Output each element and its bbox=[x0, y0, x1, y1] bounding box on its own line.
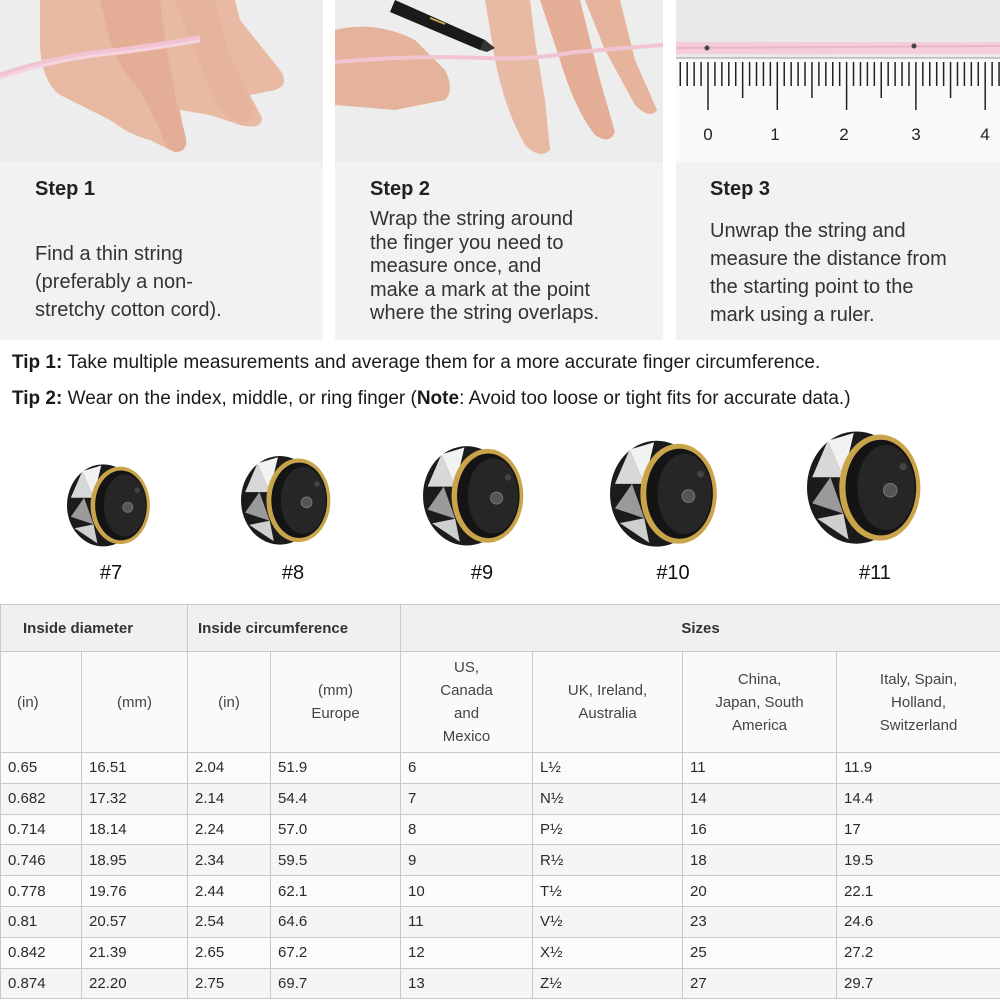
ring-label-9: #9 bbox=[470, 562, 494, 584]
tip-2-label: Tip 2: bbox=[12, 388, 63, 409]
cell-circ-in: 2.34 bbox=[188, 845, 271, 876]
cell-china: 18 bbox=[683, 845, 837, 876]
cell-italy: 19.5 bbox=[837, 845, 1000, 876]
cell-diam-mm: 17.32 bbox=[82, 783, 188, 814]
cell-italy: 17 bbox=[837, 814, 1000, 845]
cell-diam-mm: 19.76 bbox=[82, 876, 188, 907]
cell-uk bbox=[533, 937, 683, 968]
step-2-heading: Step 2 bbox=[370, 178, 431, 200]
cell-italy: 29.7 bbox=[837, 968, 1000, 999]
table-row bbox=[1, 845, 1000, 876]
ruler-number-4: 4 bbox=[980, 125, 990, 144]
tip-1-label: Tip 1: bbox=[12, 352, 63, 373]
cell-china: 20 bbox=[683, 876, 837, 907]
cell-italy: 22.1 bbox=[837, 876, 1000, 907]
cell-diam-mm: 18.95 bbox=[82, 845, 188, 876]
cell-circ-mm: 64.6 bbox=[271, 906, 401, 937]
uk-letter: X bbox=[540, 944, 551, 962]
subheader-diameter-mm: (mm) bbox=[82, 652, 188, 753]
ring-icon bbox=[67, 456, 166, 555]
cell-china: 27 bbox=[683, 968, 837, 999]
cell-uk bbox=[533, 968, 683, 999]
cell-italy: 14.4 bbox=[837, 783, 1000, 814]
step-3-text: Unwrap the string and measure the distance from the starting point to the mark using a ruler. bbox=[710, 220, 947, 326]
cell-diam-in: 0.874 bbox=[1, 968, 82, 999]
ring-size-9 bbox=[423, 436, 543, 556]
cell-circ-mm: 57.0 bbox=[271, 814, 401, 845]
cell-uk bbox=[533, 753, 683, 784]
cell-china: 14 bbox=[683, 783, 837, 814]
ring-size-8 bbox=[241, 447, 348, 554]
table-row bbox=[1, 906, 1000, 937]
cell-circ-in: 2.54 bbox=[188, 906, 271, 937]
cell-us: 12 bbox=[401, 937, 533, 968]
header-sizes: Sizes bbox=[401, 605, 1000, 652]
ruler-number-1: 1 bbox=[770, 125, 780, 144]
cell-circ-in: 2.44 bbox=[188, 876, 271, 907]
cell-china: 23 bbox=[683, 906, 837, 937]
uk-letter: P bbox=[540, 820, 551, 838]
subheader-italy: Italy, Spain, Holland, Switzerland bbox=[837, 652, 1000, 753]
ruler-illustration bbox=[676, 0, 1000, 162]
cell-china: 16 bbox=[683, 814, 837, 845]
cell-circ-mm: 67.2 bbox=[271, 937, 401, 968]
ruler-number-3: 3 bbox=[911, 125, 921, 144]
table-row bbox=[1, 753, 1000, 784]
uk-half: ½ bbox=[550, 851, 564, 869]
cell-diam-in: 0.65 bbox=[1, 753, 82, 784]
ring-icon bbox=[423, 436, 543, 556]
cell-uk bbox=[533, 845, 683, 876]
ring-size-7 bbox=[67, 456, 166, 555]
cell-us: 13 bbox=[401, 968, 533, 999]
tip-2-note-text: : Avoid too loose or tight fits for accurate data.) bbox=[459, 388, 851, 409]
header-inside-circumference: Inside circumference bbox=[188, 605, 401, 652]
cell-diam-in: 0.778 bbox=[1, 876, 82, 907]
cell-us: 6 bbox=[401, 753, 533, 784]
ring-label-7: #7 bbox=[99, 562, 123, 584]
table-row bbox=[1, 783, 1000, 814]
step-1-panel bbox=[0, 0, 323, 340]
cell-circ-mm: 59.5 bbox=[271, 845, 401, 876]
step-2-panel bbox=[335, 0, 663, 340]
step-3-photo bbox=[676, 0, 1000, 162]
step-1-text: Find a thin string (preferably a non- stretchy cotton cord). bbox=[35, 243, 222, 321]
tip-1 bbox=[12, 352, 820, 374]
cell-italy: 11.9 bbox=[837, 753, 1000, 784]
table-row bbox=[1, 876, 1000, 907]
subheader-circumference-in: (in) bbox=[188, 652, 271, 753]
ring-size-10 bbox=[610, 430, 737, 557]
cell-diam-mm: 21.39 bbox=[82, 937, 188, 968]
cell-circ-in: 2.14 bbox=[188, 783, 271, 814]
uk-half: ½ bbox=[548, 759, 561, 777]
cell-diam-mm: 20.57 bbox=[82, 906, 188, 937]
uk-half: ½ bbox=[550, 944, 563, 962]
cell-us: 7 bbox=[401, 783, 533, 814]
ring-icon bbox=[241, 447, 348, 554]
step-1-heading: Step 1 bbox=[35, 178, 96, 200]
step-2-photo bbox=[335, 0, 663, 162]
step-3-heading: Step 3 bbox=[710, 178, 771, 200]
ruler-number-0: 0 bbox=[703, 125, 713, 144]
step-1-photo bbox=[0, 0, 323, 162]
step-3-panel bbox=[676, 0, 1000, 340]
cell-circ-mm: 69.7 bbox=[271, 968, 401, 999]
uk-letter: T bbox=[540, 882, 550, 900]
ring-label-11: #11 bbox=[859, 562, 891, 584]
cell-uk bbox=[533, 814, 683, 845]
cell-china: 11 bbox=[683, 753, 837, 784]
subheader-diameter-in: (in) bbox=[1, 652, 82, 753]
cell-circ-mm: 62.1 bbox=[271, 876, 401, 907]
uk-letter: L bbox=[540, 759, 549, 777]
subheader-us: US, Canada and Mexico bbox=[401, 652, 533, 753]
cell-diam-mm: 22.20 bbox=[82, 968, 188, 999]
hand-with-string-illustration bbox=[0, 0, 323, 162]
tip-2-note-label: Note bbox=[416, 388, 460, 409]
cell-china: 25 bbox=[683, 937, 837, 968]
uk-letter: V bbox=[540, 913, 551, 931]
tip-2-text: Wear on the index, middle, or ring finger ( bbox=[62, 388, 417, 409]
subheader-china: China, Japan, South America bbox=[683, 652, 837, 753]
cell-diam-in: 0.714 bbox=[1, 814, 82, 845]
cell-uk bbox=[533, 876, 683, 907]
table-row bbox=[1, 937, 1000, 968]
uk-half: ½ bbox=[549, 974, 562, 992]
ruler-number-2: 2 bbox=[839, 125, 849, 144]
ring-size-11 bbox=[807, 420, 942, 555]
cell-diam-mm: 16.51 bbox=[82, 753, 188, 784]
cell-circ-in: 2.04 bbox=[188, 753, 271, 784]
cell-circ-in: 2.75 bbox=[188, 968, 271, 999]
ring-icon bbox=[807, 420, 942, 555]
table-row bbox=[1, 814, 1000, 845]
uk-half: ½ bbox=[549, 882, 562, 900]
tip-2 bbox=[12, 388, 851, 410]
ring-label-8: #8 bbox=[281, 562, 305, 584]
ring-label-10: #10 bbox=[656, 562, 690, 584]
uk-letter: Z bbox=[540, 974, 550, 992]
ring-size-table bbox=[0, 604, 1000, 999]
step-2-text: Wrap the string around the finger you need to measure once, and make a mark at the point where the string overlaps. bbox=[370, 208, 600, 324]
table-row bbox=[1, 968, 1000, 999]
cell-circ-mm: 51.9 bbox=[271, 753, 401, 784]
ring-icon bbox=[610, 430, 737, 557]
subheader-uk: UK, Ireland, Australia bbox=[533, 652, 683, 753]
uk-letter: N bbox=[540, 790, 551, 808]
cell-circ-in: 2.24 bbox=[188, 814, 271, 845]
cell-uk bbox=[533, 906, 683, 937]
uk-half: ½ bbox=[550, 820, 563, 838]
marking-string-illustration bbox=[335, 0, 663, 162]
cell-diam-in: 0.746 bbox=[1, 845, 82, 876]
cell-diam-in: 0.842 bbox=[1, 937, 82, 968]
uk-half: ½ bbox=[550, 913, 563, 931]
cell-us: 9 bbox=[401, 845, 533, 876]
cell-diam-in: 0.682 bbox=[1, 783, 82, 814]
cell-us: 8 bbox=[401, 814, 533, 845]
uk-letter: R bbox=[540, 851, 551, 869]
cell-diam-in: 0.81 bbox=[1, 906, 82, 937]
cell-italy: 27.2 bbox=[837, 937, 1000, 968]
cell-uk bbox=[533, 783, 683, 814]
cell-circ-in: 2.65 bbox=[188, 937, 271, 968]
header-inside-diameter: Inside diameter bbox=[1, 605, 188, 652]
cell-us: 10 bbox=[401, 876, 533, 907]
cell-circ-mm: 54.4 bbox=[271, 783, 401, 814]
cell-diam-mm: 18.14 bbox=[82, 814, 188, 845]
uk-half: ½ bbox=[550, 790, 564, 808]
tip-1-text: Take multiple measurements and average them for a more accurate finger circumference. bbox=[62, 352, 821, 373]
cell-italy: 24.6 bbox=[837, 906, 1000, 937]
subheader-circumference-mm: (mm) Europe bbox=[271, 652, 401, 753]
cell-us: 11 bbox=[401, 906, 533, 937]
size-table-body bbox=[1, 753, 1000, 999]
